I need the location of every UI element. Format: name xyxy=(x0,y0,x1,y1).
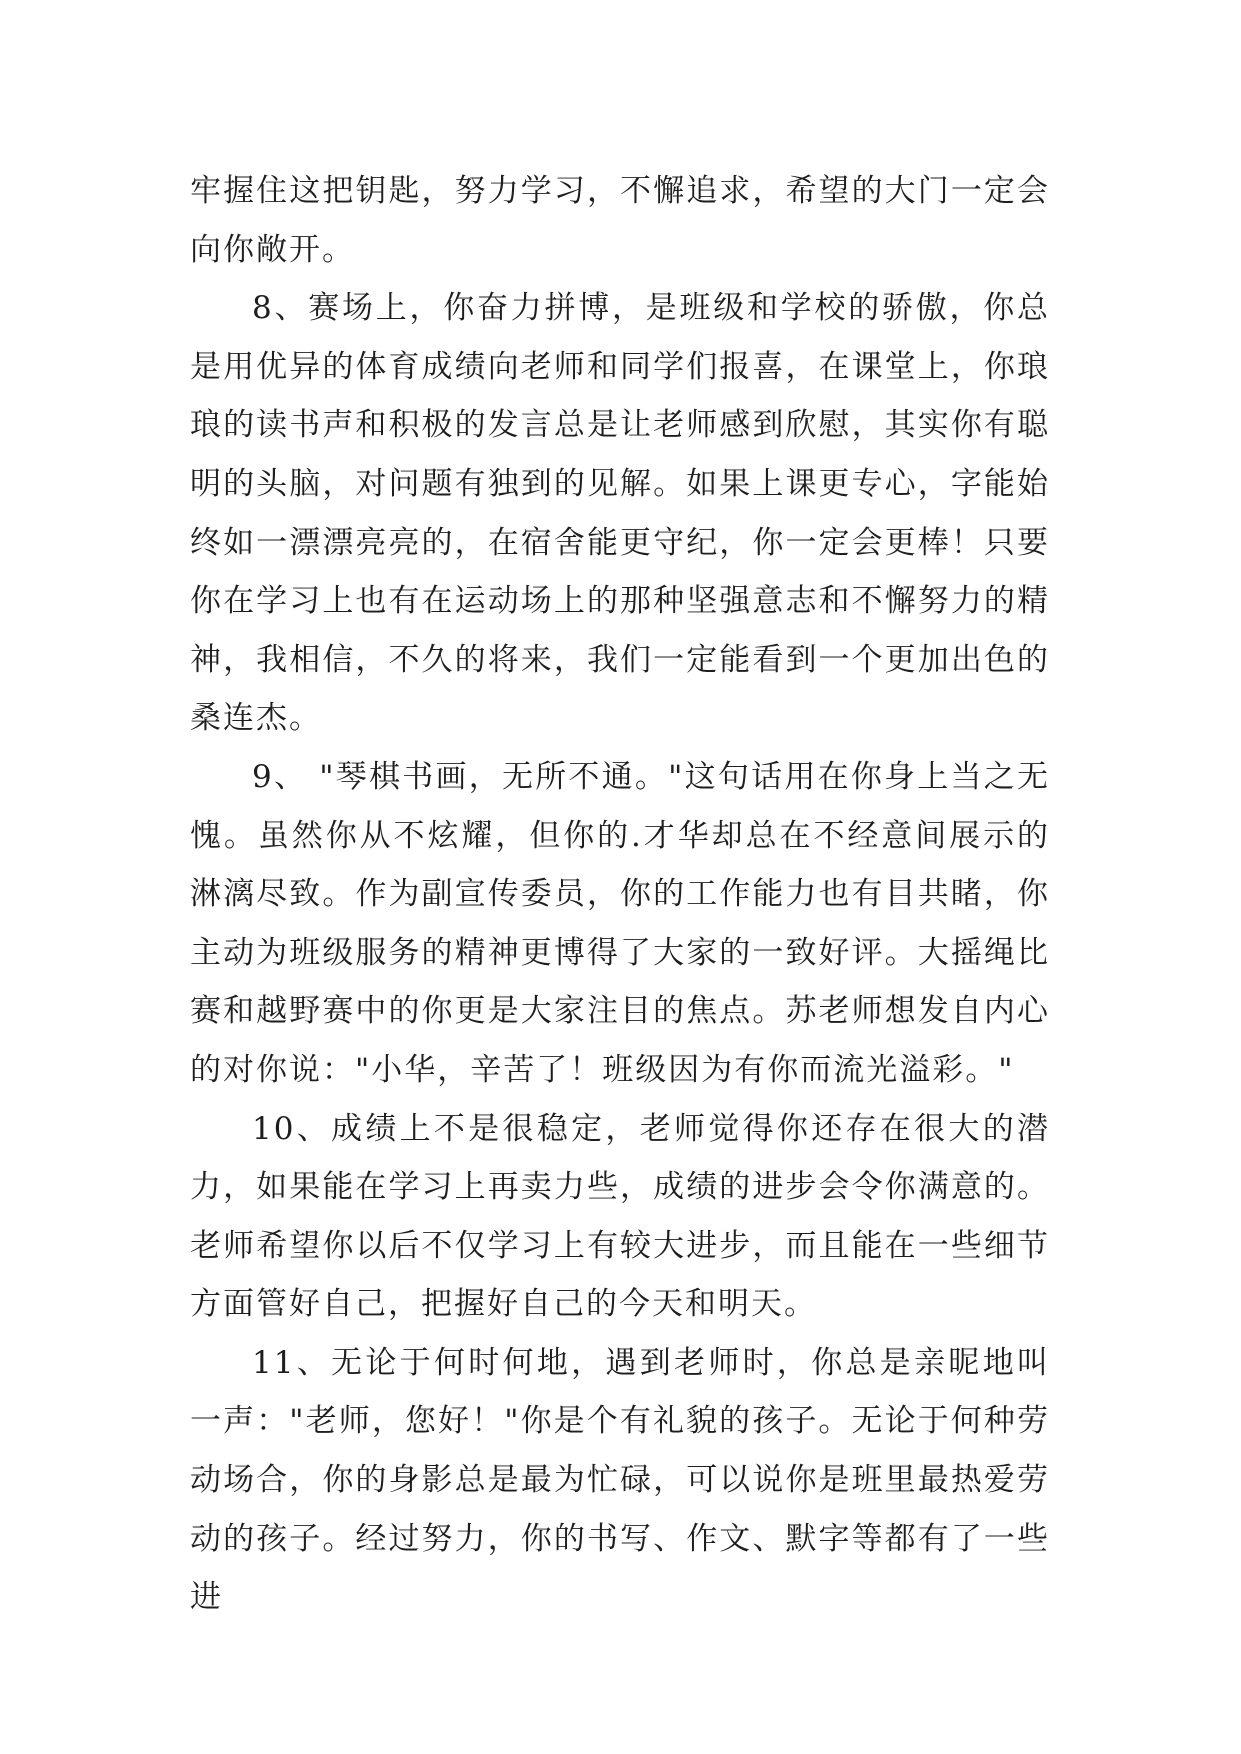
document-body xyxy=(190,162,1050,1627)
paragraph-comment-9: 9、 "琴棋书画，无所不通。"这句话用在你身上当之无愧。虽然你从不炫耀，但你的.才华却总在不经意间展示的淋漓尽致。作为副宣传委员，你的工作能力也有目共睹，你主动为班级服务的精神更博得了大家的一致好评。大摇绳比赛和越野赛中的你更是大家注目的焦点。苏老师想发自内心的对你说："小华，辛苦了！班级因为有你而流光溢彩。" xyxy=(190,758,1050,1088)
paragraph-comment-11: 11、无论于何时何地，遇到老师时，你总是亲昵地叫一声："老师，您好！"你是个有礼貌的孩子。无论于何种劳动场合，你的身影总是最为忙碌，可以说你是班里最热爱劳动的孩子。经过努力，你的书写、作文、默字等都有了一些进 xyxy=(190,1344,1050,1616)
paragraph-continuation: 牢握住这把钥匙，努力学习，不懈追求，希望的大门一定会向你敞开。 xyxy=(190,173,1050,268)
paragraph-comment-8: 8、赛场上，你奋力拼博，是班级和学校的骄傲，你总是用优异的体育成绩向老师和同学们报喜，在课堂上，你琅琅的读书声和积极的发言总是让老师感到欣慰，其实你有聪明的头脑，对问题有独到的见解。如果上课更专心，字能始终如一漂漂亮亮的，在宿舍能更守纪，你一定会更棒！只要你在学习上也有在运动场上的那种坚强意志和不懈努力的精神，我相信，不久的将来，我们一定能看到一个更加出色的桑连杰。 xyxy=(190,290,1050,737)
paragraph-comment-10: 10、成绩上不是很稳定，老师觉得你还存在很大的潜力，如果能在学习上再卖力些，成绩的进步会令你满意的。老师希望你以后不仅学习上有较大进步，而且能在一些细节方面管好自己，把握好自己的今天和明天。 xyxy=(190,1110,1050,1323)
